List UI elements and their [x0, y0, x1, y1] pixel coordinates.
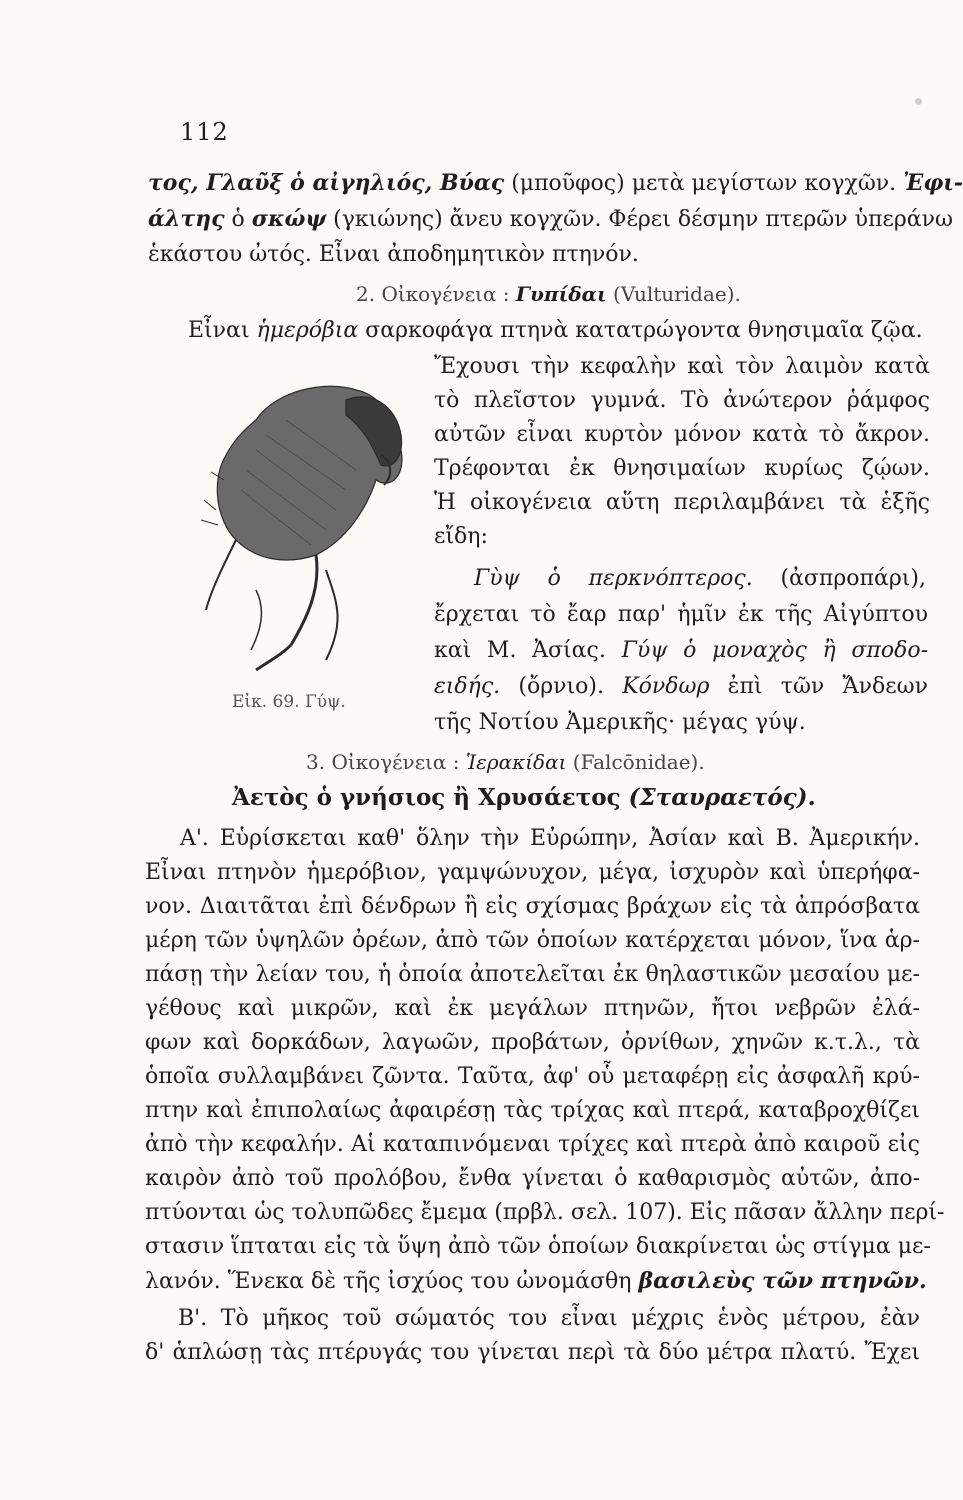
eagle-line: Α'. Εὑρίσκεται καθ' ὅλην τὴν Εὐρώπην, Ἀσίαν καὶ Β. Ἀμερικήν.: [180, 826, 920, 851]
eagle-line: στασιν ἵπταται εἰς τὰ ὕψη ἀπὸ τῶν ὁποίων διακρίνεται ὡς στίγμα με-: [145, 1234, 931, 1259]
eagle-line-last: λανόν. Ἕνεκα δὲ τῆς ἰσχύος του ὠνομάσθη βασιλεὺς τῶν πτηνῶν.: [145, 1268, 927, 1294]
eagle-line: πτύονται ὡς τολυπῶδες ἔμεμα (πρβλ. σελ. 107). Εἰς πᾶσαν ἄλλην περί-: [145, 1200, 945, 1225]
text-line-2: άλτης ὁ σκώψ (γκιώνης) ἄνευ κογχῶν. Φέρει δέσμην πτερῶν ὑπεράνω: [148, 206, 953, 232]
page-number: 112: [180, 118, 229, 146]
figure-caption: Εἰκ. 69. Γύψ.: [232, 692, 346, 712]
species-line-5: τῆς Νοτίου Ἀμερικῆς· μέγας γύψ.: [434, 710, 806, 735]
eagle-line: μέρη τῶν ὑψηλῶν ὀρέων, ἀπὸ τῶν ὁποίων κατέρχεται μόνον, ἵνα ἁρ-: [145, 928, 920, 953]
eagle-title: Ἀετὸς ὁ γνήσιος ἢ Χρυσάετος (Σταυραετός).: [232, 784, 816, 811]
eagle-line: πτην καὶ ἐπιπολαίως ἀφαιρέσῃ τὰς τρίχας καὶ πτερά, καταβροχθίζει: [145, 1098, 920, 1123]
page-speck: [915, 98, 922, 105]
eagle-line: ἀπὸ τὴν κεφαλήν. Αἱ καταπινόμεναι τρίχες καὶ πτερὰ ἀπὸ καιροῦ εἰς: [145, 1132, 920, 1157]
b-line: Β'. Τὸ μῆκος τοῦ σώματός του εἶναι μέχρις ἑνὸς μέτρου, ἐὰν: [178, 1306, 920, 1331]
eagle-line: νον. Διαιτᾶται ἐπὶ δένδρων ἢ εἰς σχίσμας βράχων εἰς τὰ ἀπρόσβατα: [145, 894, 920, 919]
vulture-line: Τρέφονται ἐκ θνησιμαίων κυρίως ζῴων.: [434, 456, 930, 481]
eagle-line: φων καὶ δορκάδων, λαγωῶν, προβάτων, ὀρνίθων, χηνῶν κ.τ.λ., τὰ: [145, 1030, 920, 1055]
eagle-line: καιρὸν ἀπὸ τοῦ προλόβου, ἔνθα γίνεται ὁ καθαρισμὸς αὐτῶν, ἀπο-: [145, 1166, 920, 1191]
species-line-3: καὶ Μ. Ἀσίας. Γύψ ὁ μοναχὸς ἢ σποδο-: [434, 638, 928, 663]
eagle-line: ὁποῖα συλλαμβάνει ζῶντα. Ταῦτα, ἀφ' οὗ μεταφέρῃ εἰς ἀσφαλῆ κρύ-: [145, 1064, 920, 1089]
species-line-2: ἔρχεται τὸ ἔαρ παρ' ἡμῖν ἐκ τῆς Αἰγύπτου: [434, 602, 928, 627]
vulture-line: Ἔχουσι τὴν κεφαλὴν καὶ τὸν λαιμὸν κατὰ: [434, 354, 930, 379]
vulture-illustration: [196, 360, 426, 680]
eagle-line: γέθους καὶ μικρῶν, καὶ ἐκ μεγάλων πτηνῶν, ἤτοι νεβρῶν ἐλά-: [145, 996, 920, 1021]
text-line-3: ἑκάστου ὠτός. Εἶναι ἀποδημητικὸν πτηνόν.: [148, 242, 639, 267]
vulture-intro: Εἶναι ἡμερόβια σαρκοφάγα πτηνὰ κατατρώγοντα θνησιμαῖα ζῷα.: [188, 318, 923, 343]
vulture-line: εἴδη:: [434, 524, 488, 549]
vulture-line: αὐτῶν εἶναι κυρτὸν μόνον κατὰ τὸ ἄκρον.: [434, 422, 930, 447]
family-2-heading: 2. Οἰκογένεια : Γυπίδαι (Vulturidae).: [356, 282, 741, 306]
vulture-line: Ἡ οἰκογένεια αὕτη περιλαμβάνει τὰ ἑξῆς: [434, 490, 930, 515]
vulture-line: τὸ πλεῖστον γυμνά. Τὸ ἀνώτερον ῥάμφος: [434, 388, 930, 413]
eagle-line: Εἶναι πτηνὸν ἡμερόβιον, γαμψώνυχον, μέγα, ἰσχυρὸν καὶ ὑπερήφα-: [145, 860, 920, 885]
b-line: δ' ἁπλώσῃ τὰς πτέρυγάς του γίνεται περὶ τὰ δύο μέτρα πλατύ. Ἔχει: [145, 1340, 920, 1365]
eagle-line: πάσῃ τὴν λείαν του, ἡ ὁποία ἀποτελεῖται ἐκ θηλαστικῶν μεσαίου με-: [145, 962, 920, 987]
family-3-heading: 3. Οἰκογένεια : Ἱερακίδαι (Falcōnidae).: [306, 750, 705, 774]
species-line-4: ειδής. (ὄρνιο). Κόνδωρ ἐπὶ τῶν Ἄνδεων: [434, 674, 928, 699]
species-line-1: Γὺψ ὁ περκνόπτερος. (ἀσπροπάρι),: [474, 566, 926, 591]
text-line-1: τος, Γλαῦξ ὁ αἰγηλιός, Βύας (μποῦφος) μετὰ μεγίστων κογχῶν. Ἐφι-: [148, 170, 963, 196]
